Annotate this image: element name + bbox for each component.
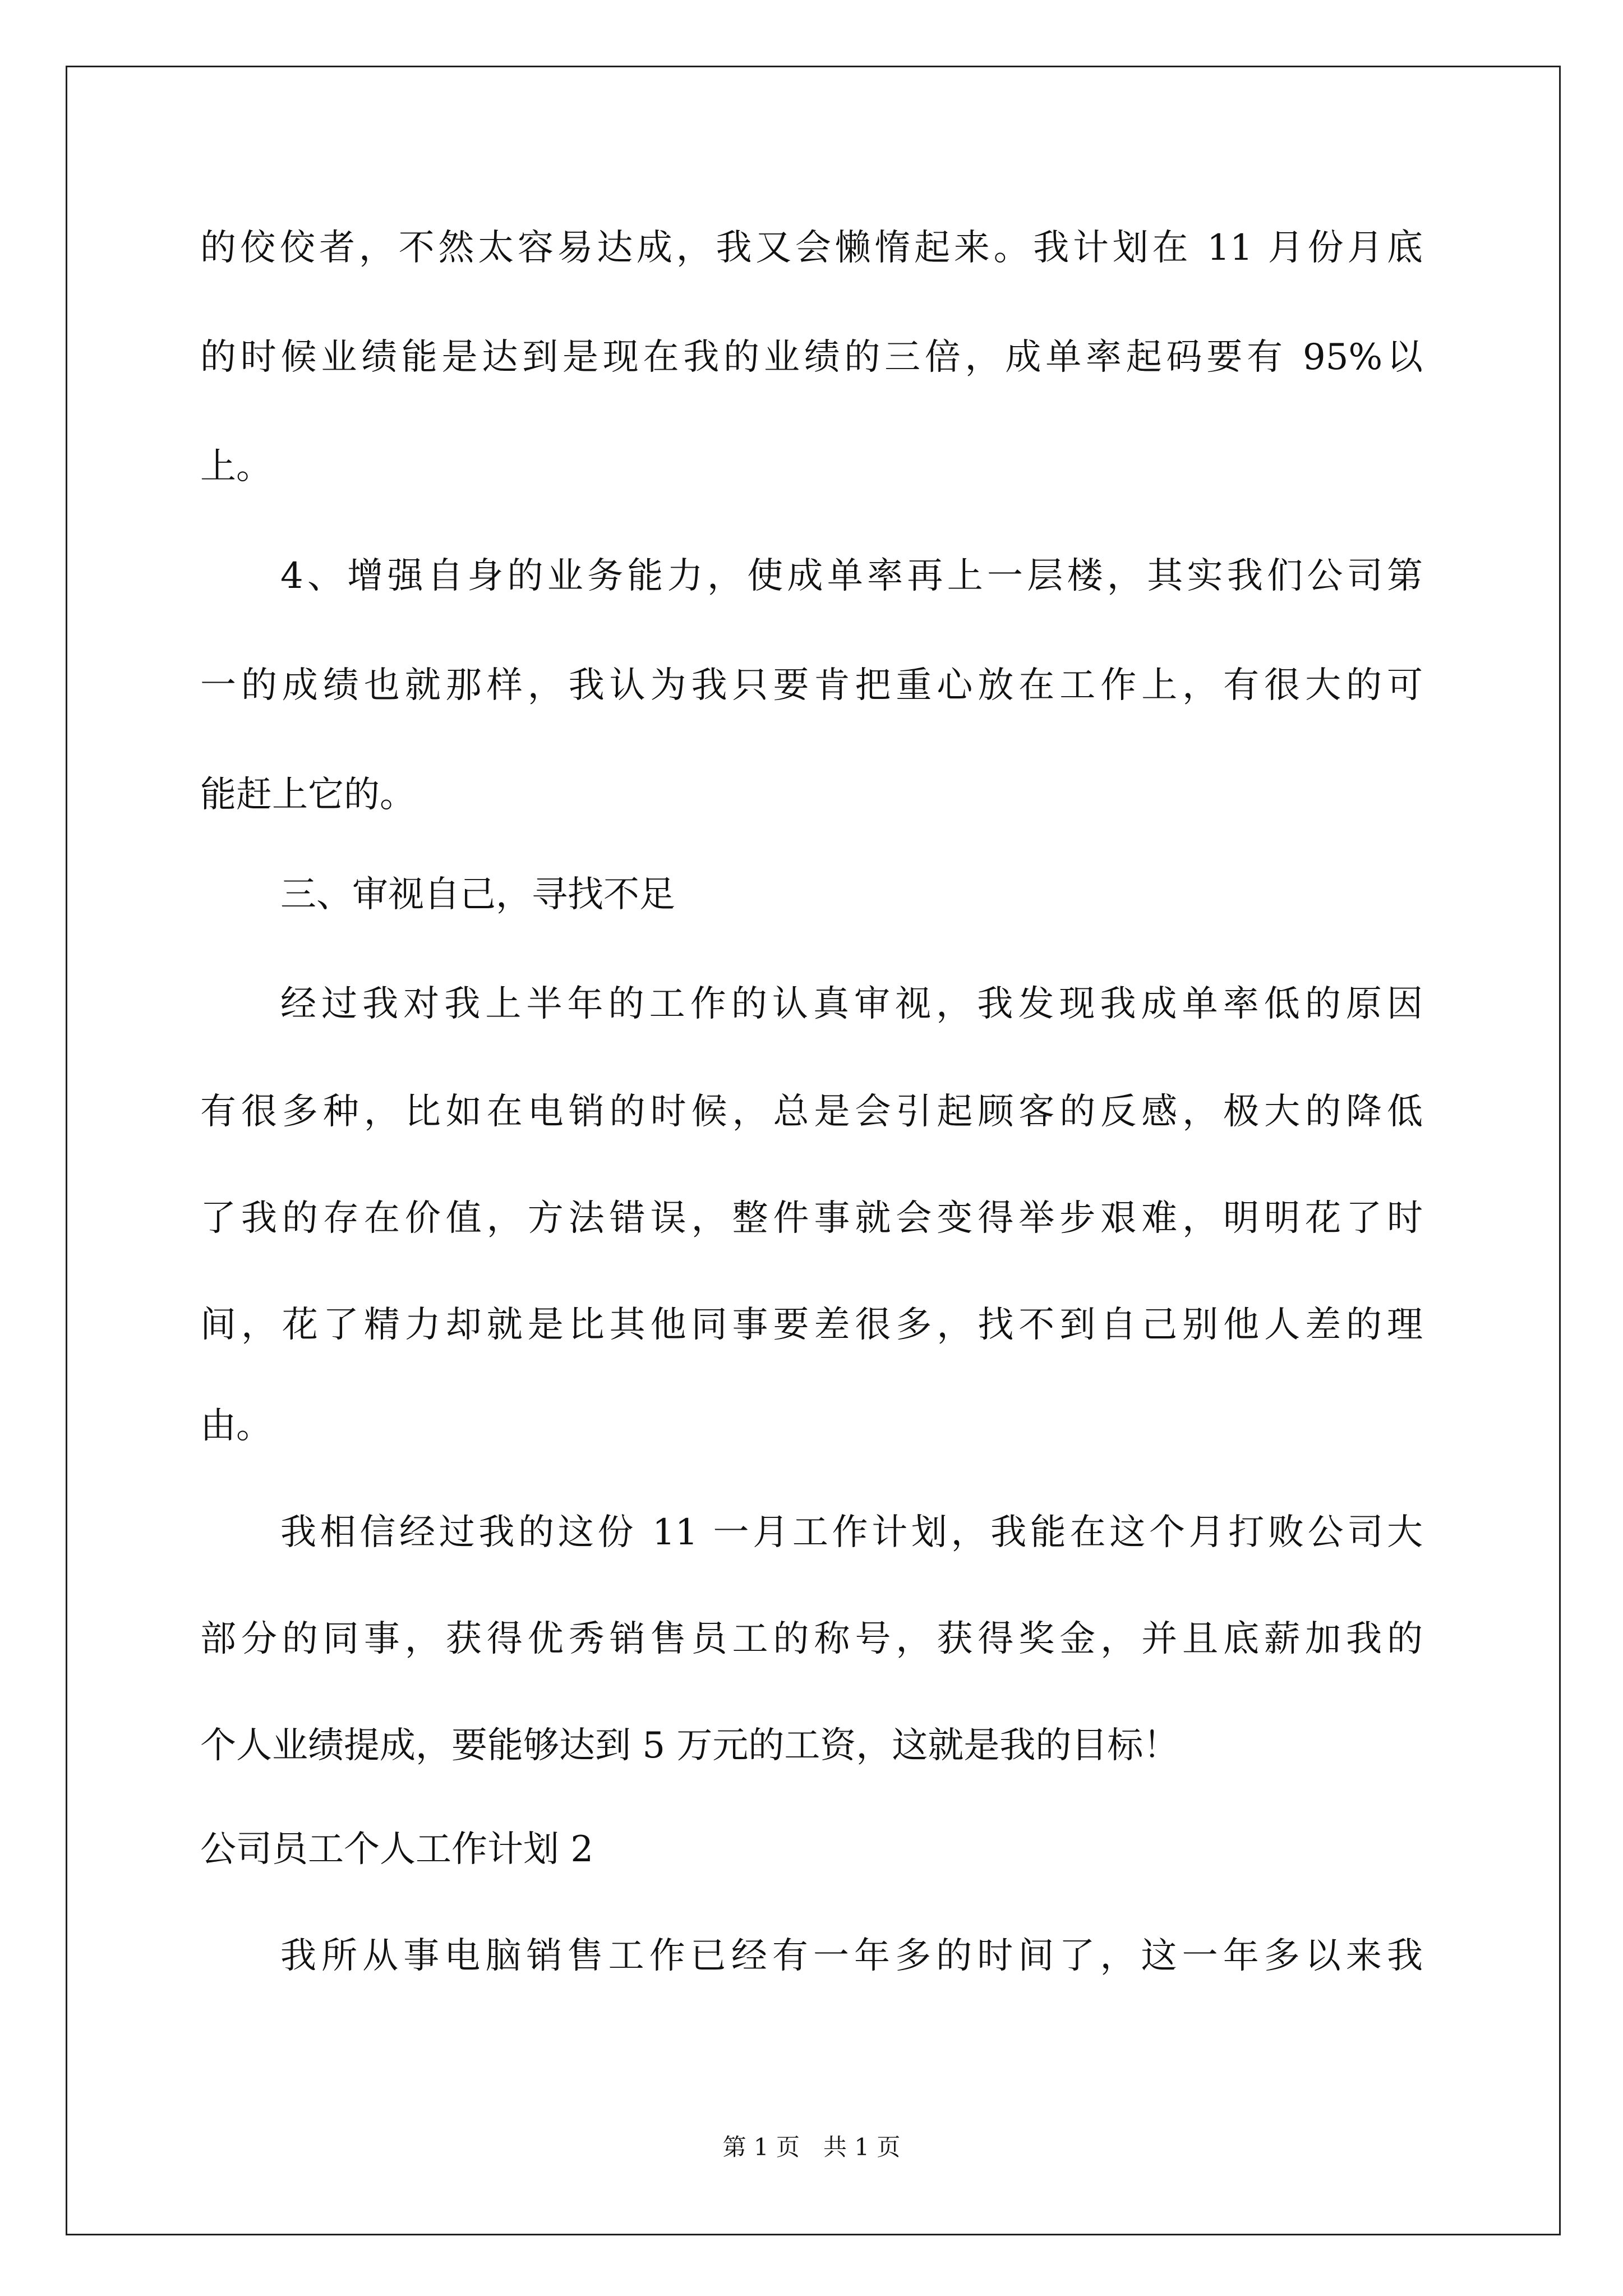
paragraph-line: 了我的存在价值，方法错误，整件事就会变得举步艰难，明明花了时	[200, 1198, 1423, 1239]
document-title: 公司员工个人工作计划 2	[200, 1829, 594, 1870]
paragraph-line: 的佼佼者，不然太容易达成，我又会懒惰起来。我计划在 11 月份月底	[200, 227, 1423, 269]
paragraph-line: 上。	[200, 446, 272, 487]
paragraph-line: 我所从事电脑销售工作已经有一年多的时间了，这一年多以来我	[280, 1935, 1423, 1977]
paragraph-line: 4、增强自身的业务能力，使成单率再上一层楼，其实我们公司第	[280, 555, 1423, 597]
paragraph-line: 我相信经过我的这份 11 一月工作计划，我能在这个月打败公司大	[280, 1512, 1423, 1553]
page-border	[66, 66, 1561, 2235]
paragraph-line: 由。	[200, 1405, 272, 1447]
paragraph-line: 经过我对我上半年的工作的认真审视，我发现我成单率低的原因	[280, 983, 1423, 1025]
paragraph-line: 一的成绩也就那样，我认为我只要肯把重心放在工作上，有很大的可	[200, 665, 1423, 706]
paragraph-line: 的时候业绩能是达到是现在我的业绩的三倍，成单率起码要有 95%以	[200, 337, 1423, 378]
paragraph-line: 个人业绩提成，要能够达到 5 万元的工资，这就是我的目标！	[200, 1725, 1179, 1766]
section-heading: 三、审视自己，寻找不足	[280, 874, 675, 915]
paragraph-line: 部分的同事，获得优秀销售员工的称号，获得奖金，并且底薪加我的	[200, 1618, 1423, 1660]
page-footer: 第 1 页 共 1 页	[722, 2133, 901, 2161]
paragraph-line: 间，花了精力却就是比其他同事要差很多，找不到自己别他人差的理	[200, 1304, 1423, 1346]
paragraph-line: 有很多种，比如在电销的时候，总是会引起顾客的反感，极大的降低	[200, 1091, 1423, 1133]
paragraph-line: 能赶上它的。	[200, 774, 416, 816]
